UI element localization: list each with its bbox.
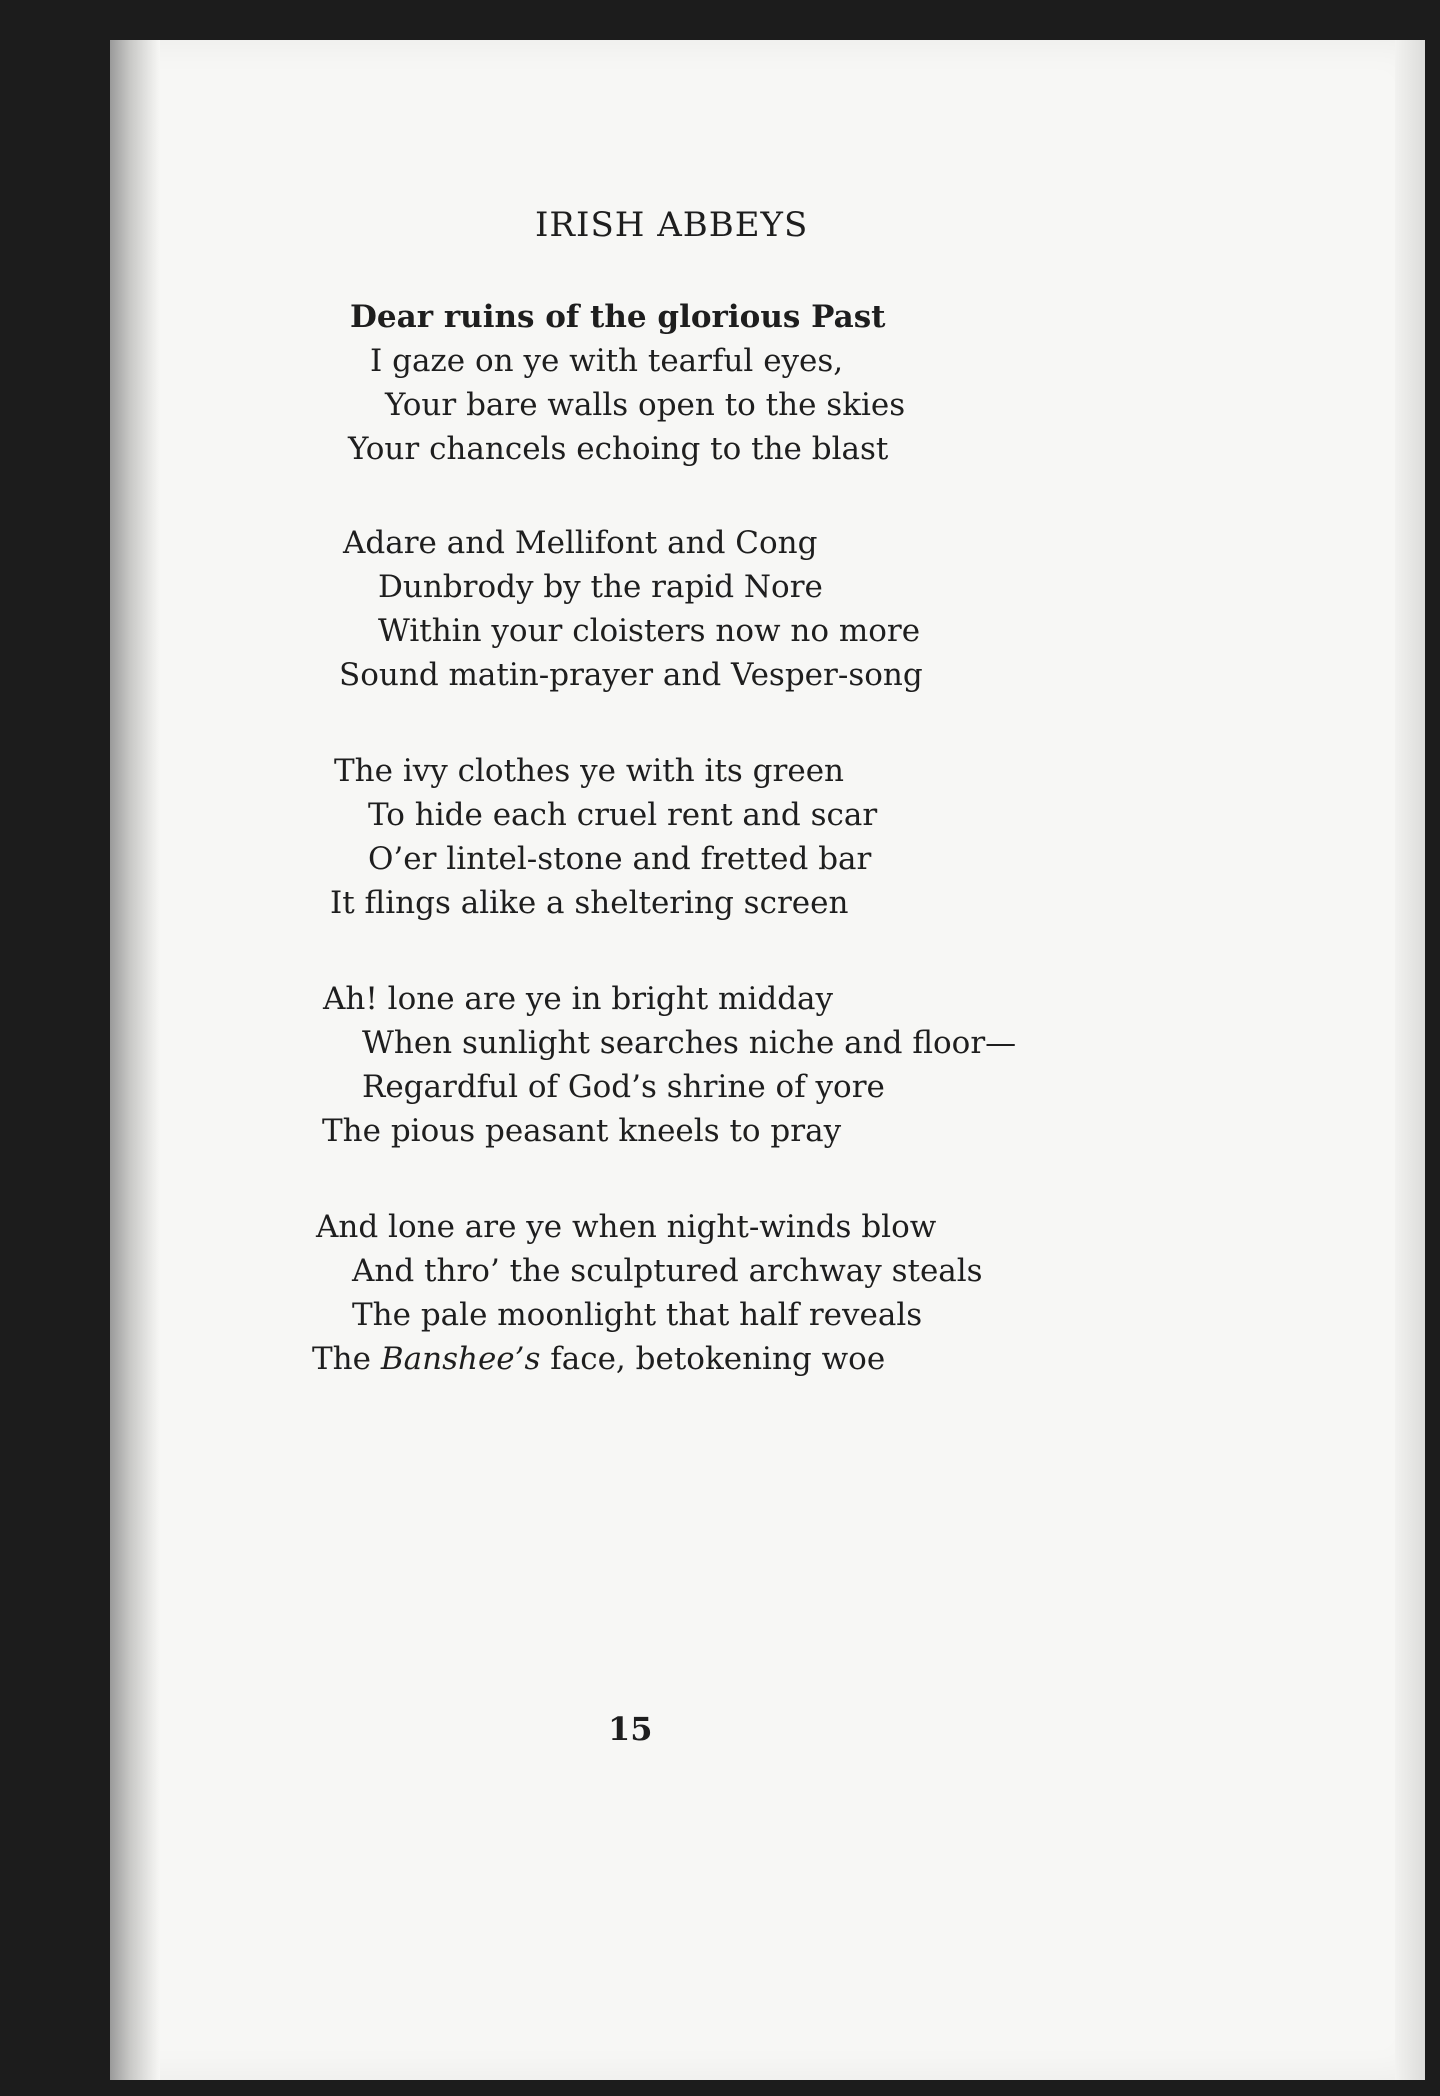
poem-title: IRISH ABBEYS xyxy=(535,205,809,245)
poem-line: Adare and Mellifont and Cong xyxy=(343,525,818,561)
poem-line: When sunlight searches niche and floor— xyxy=(362,1025,1017,1061)
page-number: 15 xyxy=(608,1710,653,1748)
poem-line: Regardful of God’s shrine of yore xyxy=(362,1069,885,1105)
poem-line: And thro’ the sculptured archway steals xyxy=(352,1253,983,1289)
poem-line-last xyxy=(312,1341,886,1377)
poem-line: Dunbrody by the rapid Nore xyxy=(378,569,823,605)
poem-line: I gaze on ye with tearful eyes, xyxy=(370,343,844,379)
poem-line: The pious peasant kneels to pray xyxy=(322,1113,842,1149)
poem-line: Your bare walls open to the skies xyxy=(385,387,906,423)
poem-line-part: face, betokening woe xyxy=(540,1341,886,1377)
poem-line: And lone are ye when night-winds blow xyxy=(316,1209,937,1245)
poem-line: Sound matin-prayer and Vesper-song xyxy=(339,657,923,693)
poem-line: O’er lintel-stone and fretted bar xyxy=(368,841,872,877)
poem-line: The ivy clothes ye with its green xyxy=(334,753,845,789)
poem-line: The pale moonlight that half reveals xyxy=(352,1297,923,1333)
poem-line: Within your cloisters now no more xyxy=(378,613,921,649)
poem-line: Ah! lone are ye in bright midday xyxy=(323,981,834,1017)
poem-line: Your chancels echoing to the blast xyxy=(348,431,889,467)
poem-line: It flings alike a sheltering screen xyxy=(330,885,849,921)
poem-line: Dear ruins of the glorious Past xyxy=(350,299,886,335)
poem-line-italic-word: Banshee’s xyxy=(380,1341,541,1377)
poem-line-part: The xyxy=(312,1341,381,1377)
poem-line: To hide each cruel rent and scar xyxy=(368,797,878,833)
